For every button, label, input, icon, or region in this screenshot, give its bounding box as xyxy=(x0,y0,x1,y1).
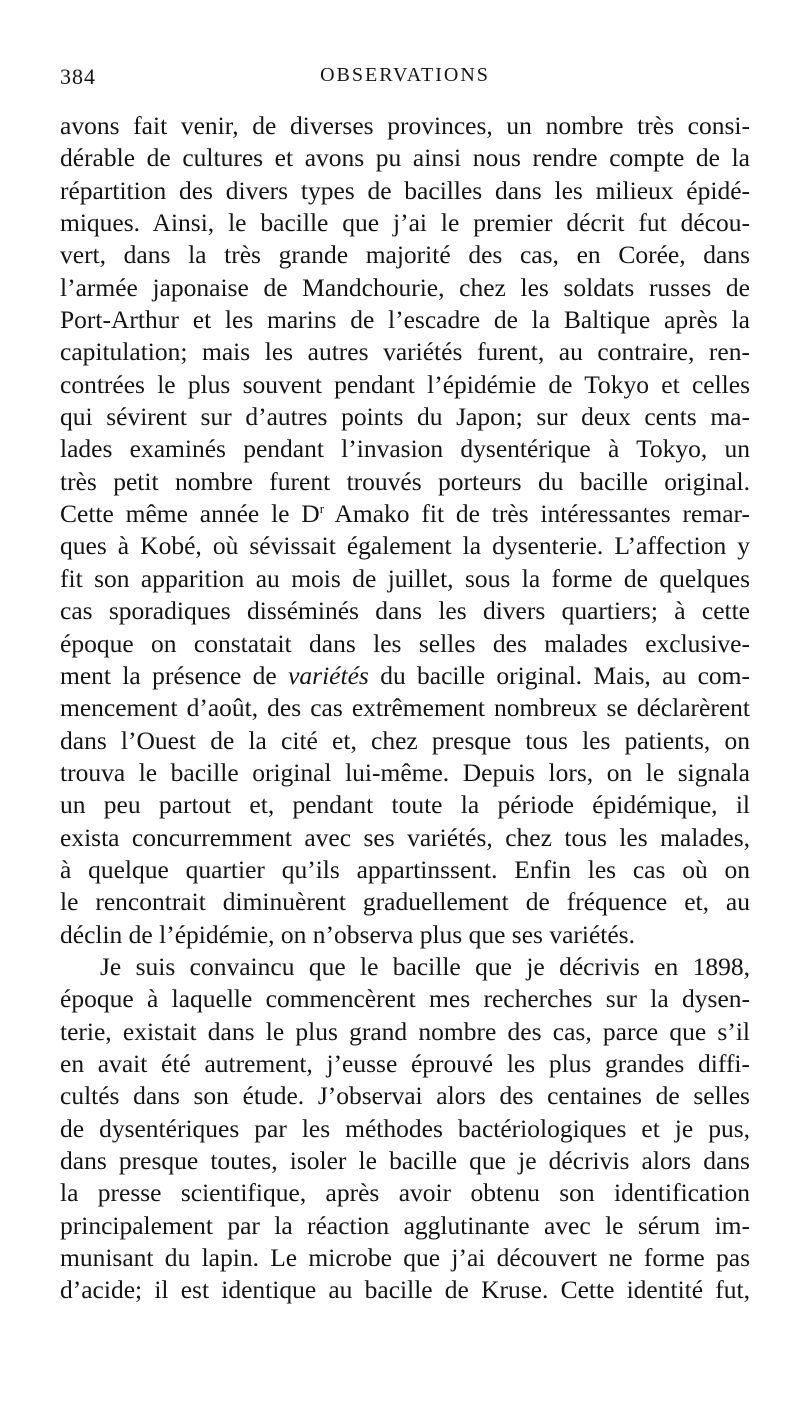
text-line: principalement par la réaction agglutinante avec le sérum im- xyxy=(60,1210,750,1240)
text-line: la presse scientifique, après avoir obtenu son identification xyxy=(60,1178,750,1208)
running-head: OBSERVATIONS xyxy=(320,64,490,86)
text-segment: du bacille original. Mais, au com- xyxy=(368,660,750,690)
italic-text: variétés xyxy=(288,660,369,690)
text-line: qui sévirent sur d’autres points du Japon; sur deux cents ma- xyxy=(60,402,750,432)
text-line: avons fait venir, de diverses provinces, un nombre très consi- xyxy=(60,111,750,140)
text-line: mencement d’août, des cas extrêmement nombreux se déclarèrent xyxy=(60,693,750,723)
text-line: ques à Kobé, où sévissait également la dysenterie. L’affection y xyxy=(60,531,750,561)
text-line: Port-Arthur et les marins de l’escadre de la Baltique après la xyxy=(60,305,750,335)
text-line: trouva le bacille original lui-même. Depuis lors, on le signala xyxy=(60,757,750,787)
superscript: r xyxy=(319,501,325,517)
text-line: lades examinés pendant l’invasion dysentérique à Tokyo, un xyxy=(60,434,750,464)
text-line xyxy=(60,498,750,530)
text-line: munisant du lapin. Le microbe que j’ai découvert ne forme pas xyxy=(60,1243,750,1273)
text-line: de dysentériques par les méthodes bactériologiques et je pus, xyxy=(60,1113,750,1143)
text-line: miques. Ainsi, le bacille que j’ai le premier décrit fut décou- xyxy=(60,208,750,238)
text-line: dans presque toutes, isoler le bacille que je décrivis alors dans xyxy=(60,1146,750,1175)
text-line: très petit nombre furent trouvés porteurs du bacille original. xyxy=(60,466,750,496)
paragraph-first-line: Je suis convaincu que le bacille que je décrivis en 1898, xyxy=(100,951,750,981)
paragraph-last-line: déclin de l’épidémie, on n’observa plus que ses variétés. xyxy=(60,919,635,949)
text-segment: Cette même année le D xyxy=(60,499,320,529)
body-text xyxy=(60,110,750,1307)
text-line: terie, existait dans le plus grand nombre des cas, parce que s’il xyxy=(60,1016,750,1046)
text-segment: ment la présence de xyxy=(60,660,289,690)
text-line: exista concurremment avec ses variétés, chez tous les malades, xyxy=(60,822,750,852)
page-header xyxy=(60,64,750,96)
text-line: le rencontrait diminuèrent graduellement de fréquence et, au xyxy=(60,887,750,917)
text-line xyxy=(60,660,750,692)
text-line: cultés dans son étude. J’observai alors des centaines de selles xyxy=(60,1081,750,1111)
text-line: fit son apparition au mois de juillet, sous la forme de quelques xyxy=(60,563,750,593)
page-number: 384 xyxy=(60,64,96,89)
text-line: à quelque quartier qu’ils appartinssent. Enfin les cas où on xyxy=(60,854,750,884)
text-line: un peu partout et, pendant toute la période épidémique, il xyxy=(60,790,750,820)
text-line: capitulation; mais les autres variétés furent, au contraire, ren- xyxy=(60,337,750,367)
text-line: époque on constatait dans les selles des malades exclusive- xyxy=(60,628,750,658)
text-line: époque à laquelle commencèrent mes recherches sur la dysen- xyxy=(60,984,750,1014)
text-line: en avait été autrement, j’eusse éprouvé les plus grandes diffi- xyxy=(60,1048,750,1078)
text-line: dans l’Ouest de la cité et, chez presque tous les patients, on xyxy=(60,725,750,755)
text-line: l’armée japonaise de Mandchourie, chez les soldats russes de xyxy=(60,272,750,302)
text-line: cas sporadiques disséminés dans les divers quartiers; à cette xyxy=(60,596,750,626)
text-segment: Amako fit de très intéressantes remar- xyxy=(324,499,750,529)
text-line: dérable de cultures et avons pu ainsi nous rendre compte de la xyxy=(60,143,750,173)
text-line: d’acide; il est identique au bacille de Kruse. Cette identité fut, xyxy=(60,1275,750,1305)
text-line: vert, dans la très grande majorité des cas, en Corée, dans xyxy=(60,240,750,270)
text-line: contrées le plus souvent pendant l’épidémie de Tokyo et celles xyxy=(60,369,750,399)
text-line: répartition des divers types de bacilles dans les milieux épidé- xyxy=(60,175,750,205)
